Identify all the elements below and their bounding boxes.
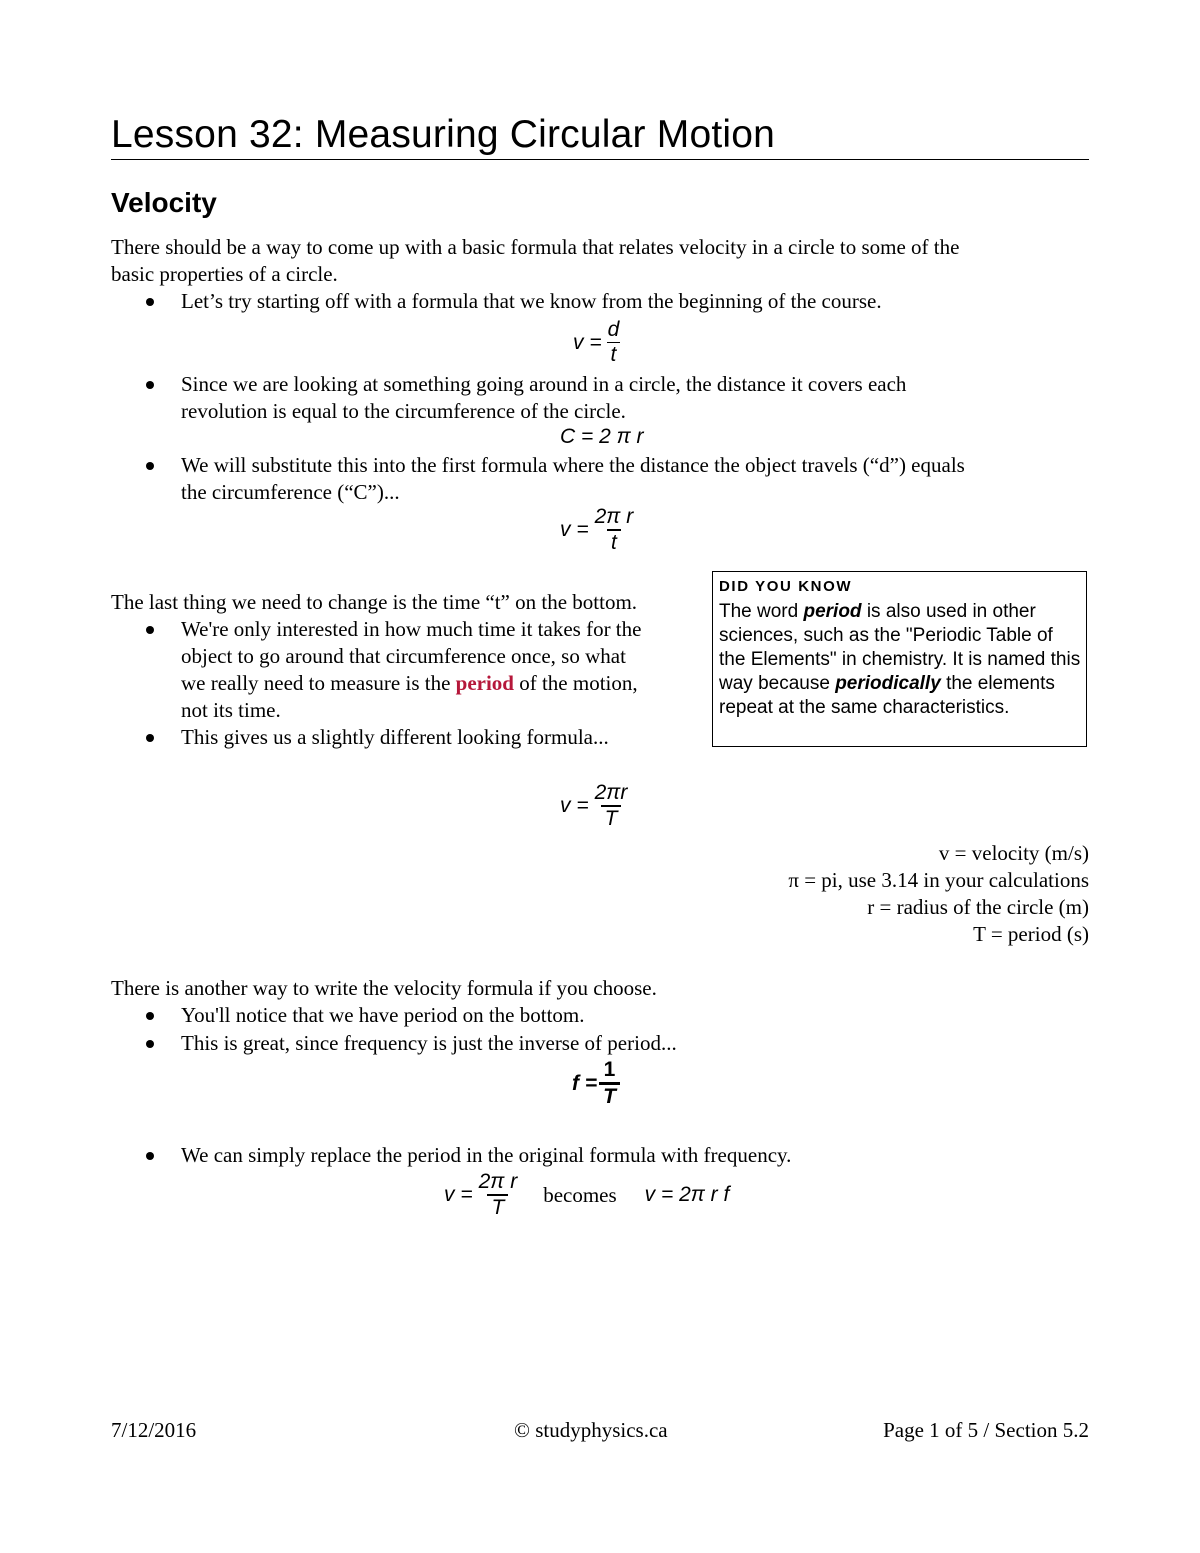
- section-heading: Velocity: [111, 187, 217, 218]
- list-item-text: This is great, since frequency is just the inverse of period...: [181, 1031, 677, 1055]
- footer-page-number: Page 1 of 5 / Section 5.2: [883, 1418, 1089, 1442]
- keyword-period: period: [455, 671, 514, 695]
- equation-velocity-circumference: [560, 505, 637, 555]
- frequency-paragraph: There is another way to write the velocity formula if you choose.: [111, 976, 657, 1000]
- equation-fraction: [591, 781, 632, 831]
- legend-item: π = pi, use 3.14 in your calculations: [788, 868, 1089, 892]
- note-keyword: periodically: [835, 673, 941, 694]
- list-item-text: We can simply replace the period in the original formula with frequency.: [181, 1143, 792, 1167]
- list-item-text: the circumference (“C”)...: [181, 480, 400, 504]
- footer-date: 7/12/2016: [111, 1418, 197, 1442]
- legend-item: r = radius of the circle (m): [867, 895, 1089, 919]
- bullet-icon: [146, 462, 154, 470]
- list-item-text: object to go around that circumference once, so what: [181, 644, 626, 668]
- equation-text: C = 2 π r: [560, 425, 644, 448]
- bullet-icon: [146, 381, 154, 389]
- bullet-icon: [146, 626, 154, 634]
- list-item: [181, 616, 701, 724]
- equation-denominator: T: [599, 1082, 620, 1109]
- equation-fraction: [591, 505, 638, 555]
- equation-velocity-frequency: [444, 1170, 729, 1220]
- equation-numerator: 1: [603, 1058, 616, 1081]
- note-text-segment: the elements repeat at the same characteristics.: [719, 673, 1055, 718]
- equation-lhs: v =: [560, 794, 589, 817]
- title-underline: [111, 159, 1089, 160]
- did-you-know-text: [719, 600, 1081, 720]
- equation-fraction: [604, 318, 624, 367]
- note-text-segment: The word: [719, 601, 799, 622]
- equation-lhs: v =: [560, 518, 589, 541]
- legend-item: T = period (s): [973, 922, 1089, 946]
- list-item-text: We will substitute this into the first formula where the distance the object travels (“d”) equals: [181, 453, 965, 477]
- bullet-icon: [146, 1152, 154, 1160]
- list-item-text: [181, 670, 701, 697]
- list-item: [181, 1142, 791, 1169]
- list-item: [181, 1002, 585, 1029]
- footer-copyright: © studyphysics.ca: [514, 1418, 668, 1442]
- list-item: [181, 1030, 677, 1057]
- page-title: Lesson 32: Measuring Circular Motion: [111, 113, 776, 156]
- bullet-icon: [146, 1040, 154, 1048]
- period-paragraph: The last thing we need to change is the time “t” on the bottom.: [111, 590, 638, 614]
- equation-frequency: [572, 1058, 620, 1109]
- equation-denominator: t: [607, 529, 621, 555]
- list-item-text: not its time.: [181, 698, 281, 722]
- equation-numerator: 2π r: [478, 1170, 518, 1193]
- bullet-icon: [146, 298, 154, 306]
- list-item-text: revolution is equal to the circumference of the circle.: [181, 399, 626, 423]
- bullet-icon: [146, 734, 154, 742]
- equation-numerator: 2πr: [594, 781, 628, 804]
- equation-circumference: [560, 424, 644, 450]
- equation-rhs: v = 2π r f: [644, 1183, 730, 1206]
- equation-lhs: v =: [444, 1183, 473, 1206]
- list-item-text: We're only interested in how much time it takes for the: [181, 617, 642, 641]
- equation-lhs: f =: [572, 1071, 598, 1095]
- list-item-text-segment: of the motion,: [519, 671, 638, 695]
- list-item: [181, 724, 609, 751]
- note-text-segment: is also used in other sciences, such as the "Periodic Table of the Elements" in chemistry. It is named this way because: [719, 601, 1081, 694]
- list-item: [181, 452, 965, 506]
- equation-denominator: T: [487, 1194, 508, 1220]
- legend-item: v = velocity (m/s): [938, 841, 1089, 865]
- equation-lhs: v =: [573, 330, 602, 354]
- equation-connector: becomes: [543, 1182, 617, 1207]
- list-item-text: This gives us a slightly different looking formula...: [181, 725, 609, 749]
- intro-line: basic properties of a circle.: [111, 262, 338, 286]
- equation-velocity-distance: [573, 318, 623, 367]
- list-item-text: You'll notice that we have period on the bottom.: [181, 1003, 585, 1027]
- intro-paragraph: [111, 234, 959, 288]
- intro-line: There should be a way to come up with a basic formula that relates velocity in a circle to some of the: [111, 235, 960, 259]
- list-item-text: Let’s try starting off with a formula that we know from the beginning of the course.: [181, 289, 882, 313]
- did-you-know-heading: DID YOU KNOW: [719, 578, 853, 595]
- list-item: [181, 371, 906, 425]
- list-item: [181, 288, 882, 315]
- note-keyword: period: [803, 601, 862, 622]
- equation-numerator: 2π r: [594, 505, 634, 528]
- equation-denominator: t: [607, 342, 621, 367]
- variable-legend: [788, 840, 1089, 948]
- equation-numerator: d: [607, 318, 620, 341]
- list-item-text-segment: we really need to measure is the: [181, 671, 451, 695]
- bullet-icon: [146, 1012, 154, 1020]
- equation-velocity-period: [560, 781, 631, 831]
- equation-fraction: [475, 1170, 522, 1220]
- did-you-know-box: [712, 571, 1087, 747]
- equation-fraction: [599, 1058, 620, 1109]
- equation-denominator: T: [601, 805, 622, 831]
- list-item-text: Since we are looking at something going around in a circle, the distance it covers each: [181, 372, 907, 396]
